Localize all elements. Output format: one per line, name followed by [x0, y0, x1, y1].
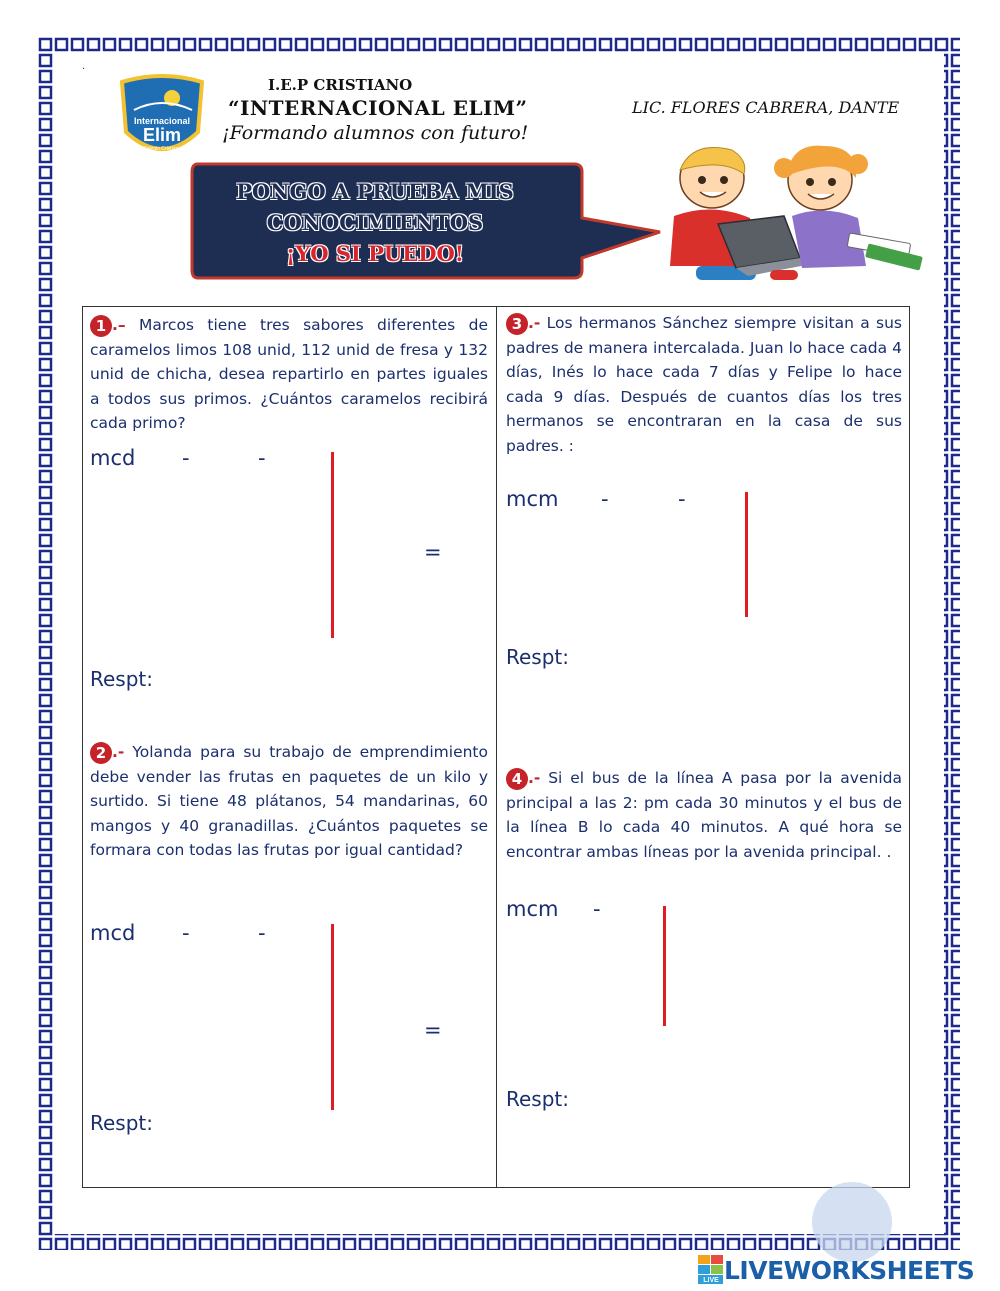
- question-2-operation: mcd: [90, 921, 136, 945]
- school-type: I.E.P CRISTIANO: [268, 76, 413, 94]
- teacher-name: LIC. FLORES CABRERA, DANTE: [632, 98, 900, 117]
- question-1-number: 1: [90, 315, 112, 337]
- question-1-separator: .–: [112, 316, 126, 334]
- question-1-answer-label: Respt:: [90, 667, 153, 691]
- question-4-separator: .-: [528, 769, 541, 787]
- question-3-operation: mcm: [506, 487, 559, 511]
- question-2-dash-1: -: [182, 921, 190, 945]
- question-2: [90, 740, 488, 863]
- question-1-equals: =: [424, 540, 442, 564]
- question-1-text: Marcos tiene tres sabores diferentes de caramelos limos 108 unid, 112 unid de fresa y 132 unid de chicha, desea repartirlo en partes iguales a todos sus primos. ¿Cuántos caramelos recibirá cada primo?: [90, 316, 488, 432]
- question-4-answer-label: Respt:: [506, 1087, 569, 1111]
- decorative-dot: ·: [82, 64, 86, 75]
- question-4-number: 4: [506, 768, 528, 790]
- question-1-division-line: [331, 452, 334, 638]
- banner-line3: ¡YO SI PUEDO!: [286, 241, 464, 266]
- question-3: [506, 311, 902, 458]
- logo-text-sub: Colegio Cristiano: [142, 146, 182, 152]
- watermark-circle: [812, 1182, 892, 1262]
- banner-line2: CONOCIMIENTOS: [266, 210, 484, 235]
- question-1-dash-1: -: [182, 446, 190, 470]
- question-2-separator: .-: [112, 743, 125, 761]
- question-3-separator: .-: [528, 314, 541, 332]
- grid-divider: [496, 306, 497, 1188]
- question-3-dash-2: -: [678, 487, 686, 511]
- question-2-division-line: [331, 924, 334, 1110]
- school-motto: ¡Formando alumnos con futuro!: [222, 122, 529, 144]
- logo-text-top: Internacional: [133, 116, 191, 126]
- question-2-equals: =: [424, 1018, 442, 1042]
- liveworksheets-badge: LIVE: [703, 1277, 719, 1284]
- question-1-dash-2: -: [258, 446, 266, 470]
- liveworksheets-brand[interactable]: LIVEWORKSHEETS: [724, 1256, 975, 1285]
- school-logo: [116, 74, 208, 162]
- question-3-number: 3: [506, 313, 528, 335]
- question-4: [506, 766, 902, 864]
- question-1: [90, 313, 488, 436]
- banner-line1: PONGO A PRUEBA MIS: [236, 179, 514, 204]
- question-3-dash-1: -: [601, 487, 609, 511]
- question-1-operation: mcd: [90, 446, 136, 470]
- question-2-text: Yolanda para su trabajo de emprendimiento debe vender las frutas en paquetes de un kilo y surtido. Si tiene 48 plátanos, 54 mandarinas, 60 mangos y 40 granadillas. ¿Cuántos paquetes se formara con todas las frutas por igual cantidad?: [90, 743, 488, 859]
- question-3-text: Los hermanos Sánchez siempre visitan a sus padres de manera intercalada. Juan lo hace cada 4 días, Inés lo hace cada 7 días y Felipe lo hace cada 9 días. Después de cuantos días los tres hermanos se encontraran en la casa de sus padres. :: [506, 314, 902, 455]
- school-name: “INTERNACIONAL ELIM”: [228, 96, 528, 120]
- question-2-answer-label: Respt:: [90, 1111, 153, 1135]
- question-4-dash-1: -: [593, 897, 601, 921]
- question-2-number: 2: [90, 742, 112, 764]
- question-2-dash-2: -: [258, 921, 266, 945]
- question-3-division-line: [745, 492, 748, 617]
- question-4-operation: mcm: [506, 897, 559, 921]
- question-4-division-line: [663, 906, 666, 1026]
- question-4-text: Si el bus de la línea A pasa por la avenida principal a las 2: pm cada 30 minutos y el bus de la línea B lo cada 40 minutos. A qué hora se encontrar ambas líneas por la avenida principal. .: [506, 769, 902, 861]
- logo-text-main: Elim: [142, 125, 182, 145]
- liveworksheets-logo: [698, 1255, 724, 1287]
- kids-illustration: [652, 138, 932, 288]
- question-3-answer-label: Respt:: [506, 645, 569, 669]
- banner-text: [190, 176, 560, 269]
